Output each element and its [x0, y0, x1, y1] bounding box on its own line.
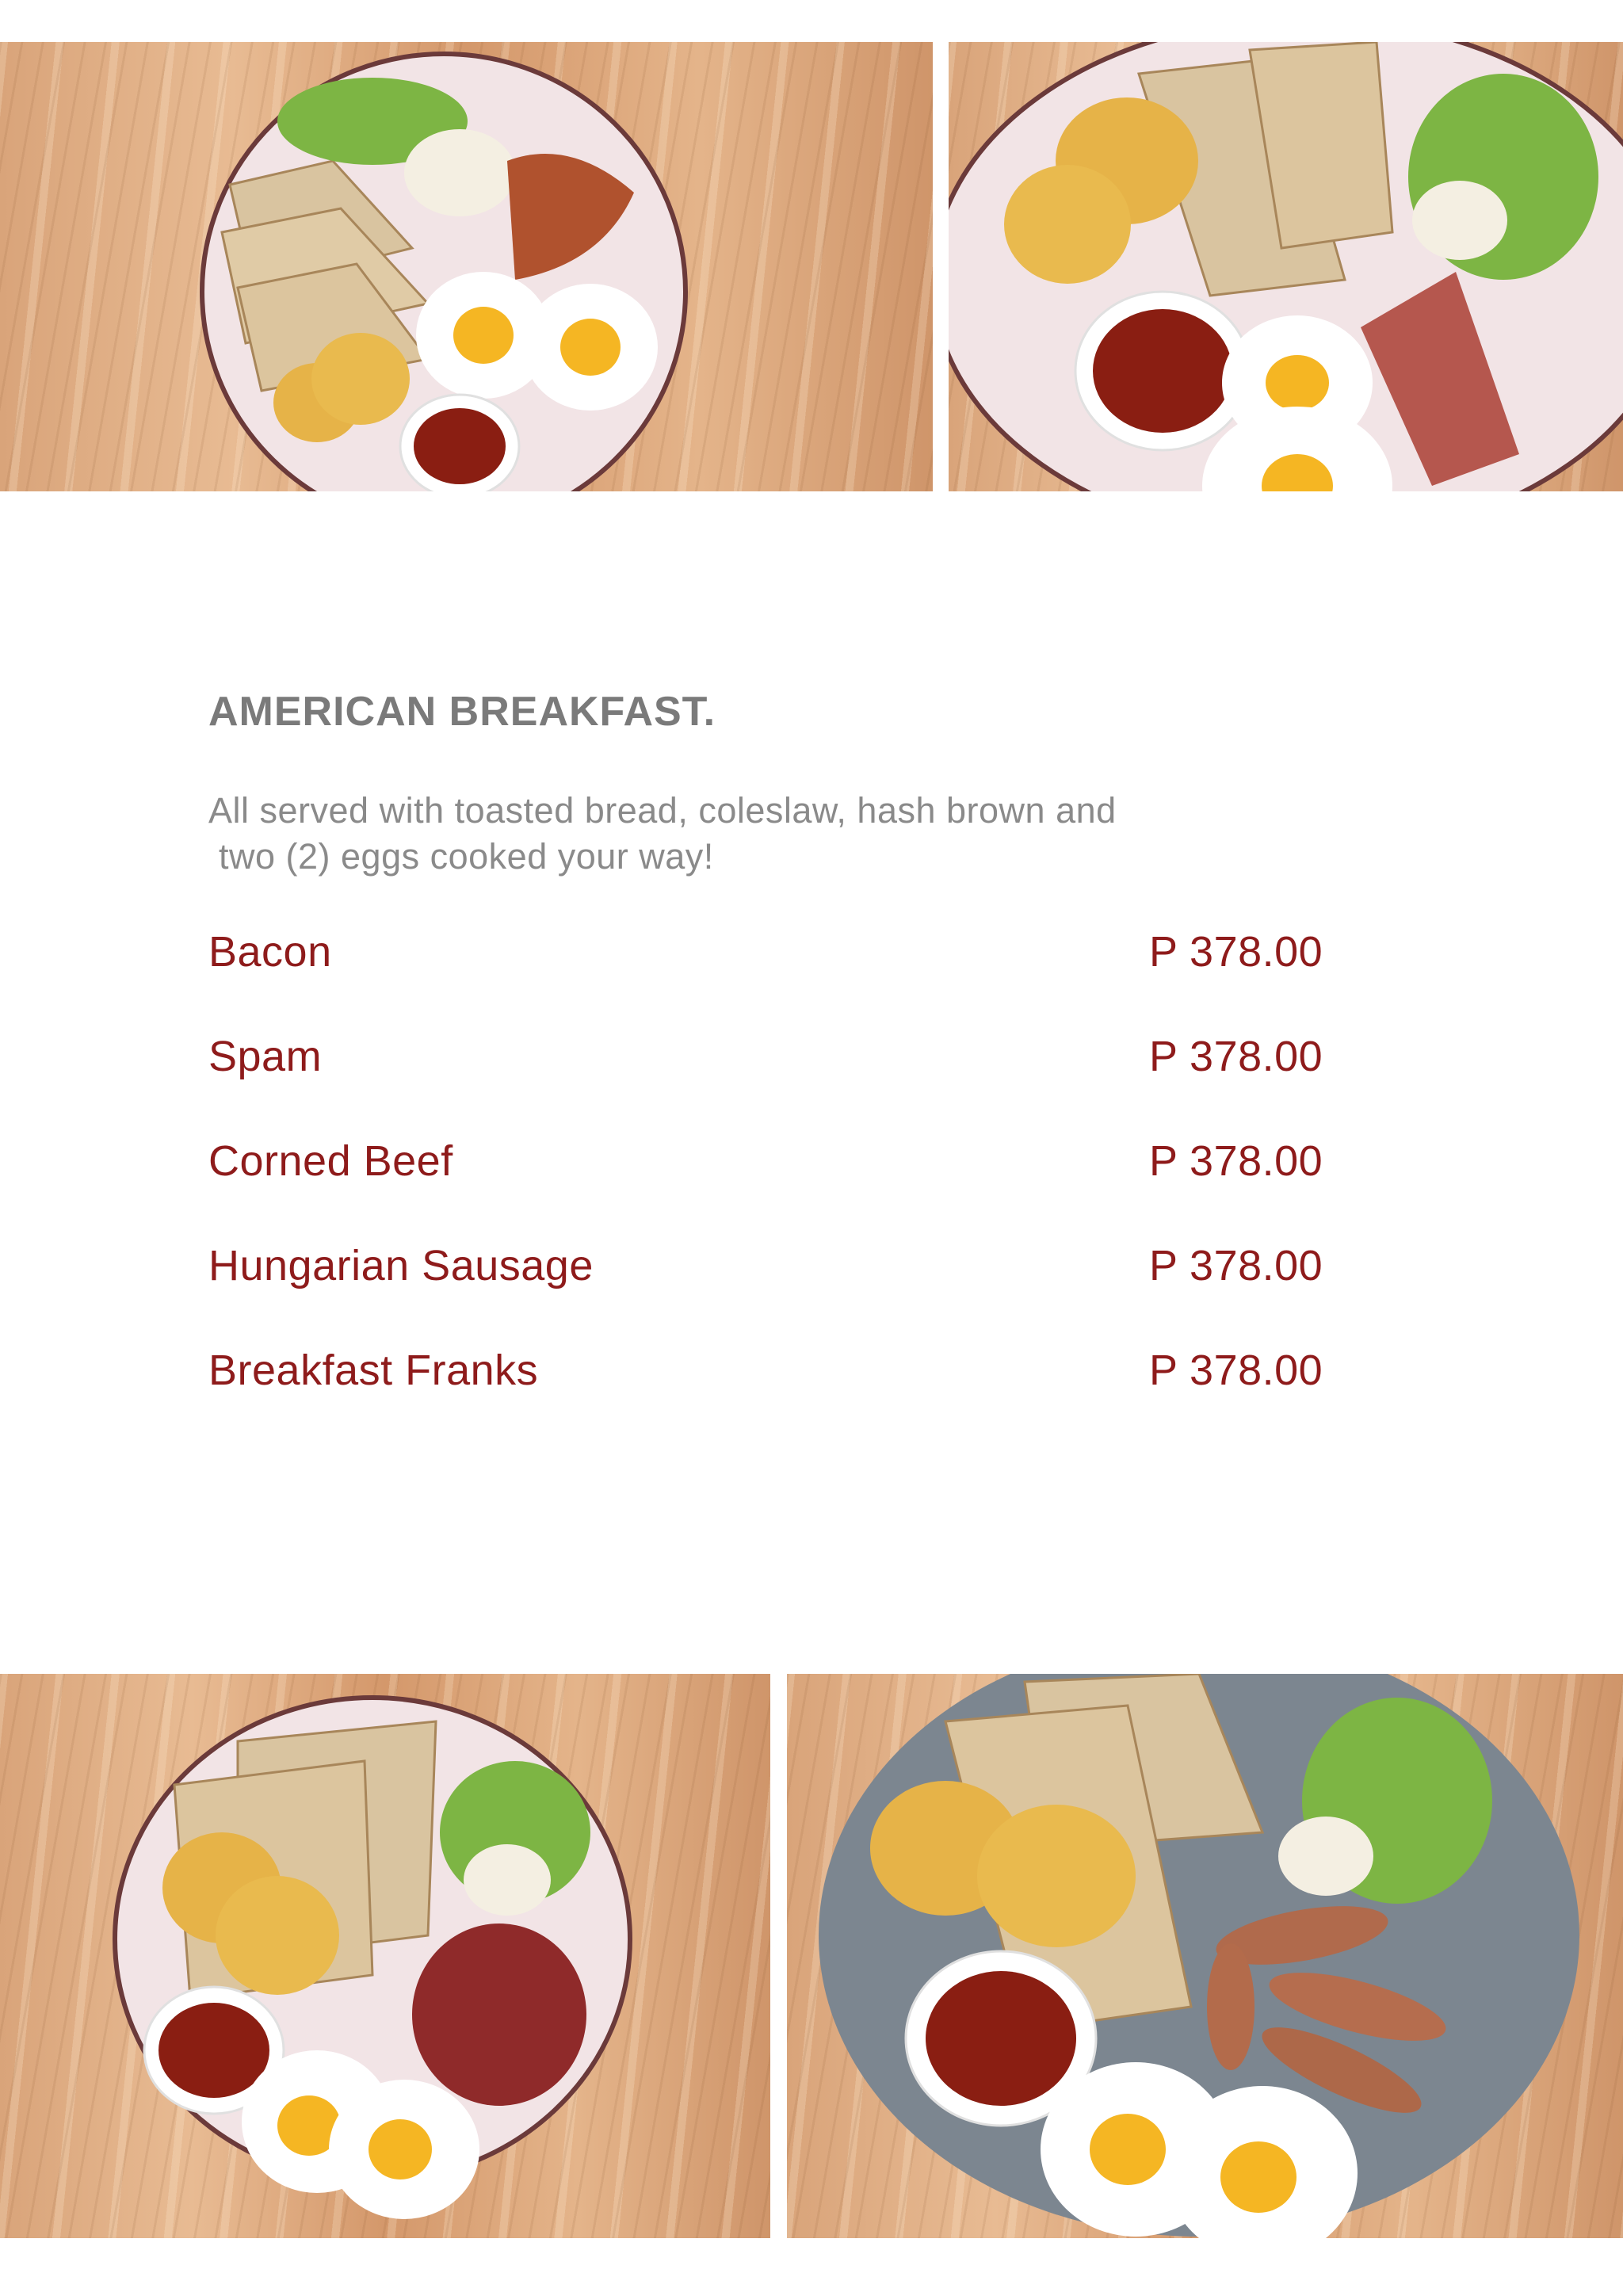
- photo-bacon-breakfast-plate: [0, 42, 933, 491]
- description-line: two (2) eggs cooked your way!: [208, 836, 714, 877]
- menu-item-hungarian-sausage: [208, 1241, 1342, 1346]
- spam-plate-illustration: [949, 42, 1623, 491]
- menu-item-name: Hungarian Sausage: [208, 1242, 594, 1289]
- menu-item-breakfast-franks: [208, 1346, 1342, 1450]
- menu-item-spam: [208, 1032, 1342, 1137]
- menu-section-title: AMERICAN BREAKFAST.: [208, 689, 716, 735]
- menu-section-description: [208, 788, 1358, 880]
- menu-item-price: P 378.00: [1149, 1242, 1323, 1289]
- menu-item-price: P 378.00: [1149, 1347, 1323, 1394]
- menu-item-corned-beef: [208, 1137, 1342, 1241]
- corned-beef-plate-illustration: [0, 1674, 770, 2238]
- sausage-plate-illustration: [787, 1674, 1623, 2238]
- menu-item-list: [208, 927, 1342, 1450]
- photo-sausage-breakfast-plate: [787, 1674, 1623, 2238]
- menu-item-name: Breakfast Franks: [208, 1347, 539, 1394]
- menu-item-price: P 378.00: [1149, 928, 1323, 976]
- photo-corned-beef-breakfast-plate: [0, 1674, 770, 2238]
- menu-item-bacon: [208, 927, 1342, 1032]
- menu-item-name: Corned Beef: [208, 1137, 453, 1185]
- photo-spam-breakfast-plate: [949, 42, 1623, 491]
- menu-item-price: P 378.00: [1149, 1033, 1323, 1080]
- menu-item-name: Spam: [208, 1033, 323, 1080]
- menu-item-name: Bacon: [208, 928, 332, 976]
- menu-item-price: P 378.00: [1149, 1137, 1323, 1185]
- bacon-plate-illustration: [0, 42, 933, 491]
- description-line: All served with toasted bread, coleslaw, hash brown and: [208, 790, 1117, 831]
